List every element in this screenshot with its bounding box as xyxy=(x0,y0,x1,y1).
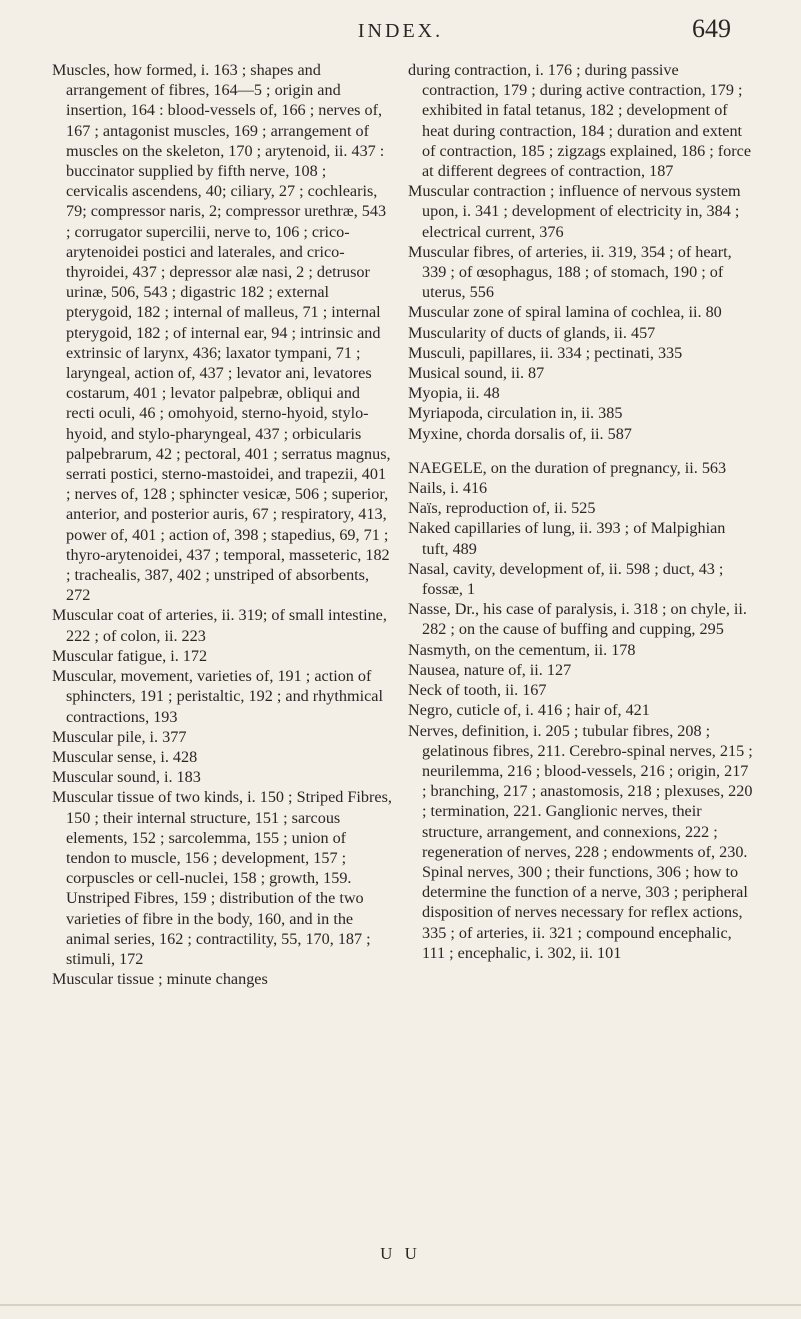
index-entry: Muscular sound, i. 183 xyxy=(52,768,201,787)
index-entry: Nasmyth, on the cementum, ii. 178 xyxy=(408,640,636,659)
index-entry: Muscular pile, i. 377 xyxy=(52,727,187,746)
index-entry: Muscular contraction ; influence of nervous system upon, i. 341 ; development of electricity in, 384 ; electrical current, 376 xyxy=(408,182,741,241)
page-header xyxy=(0,14,801,48)
index-entry: Muscular sense, i. 428 xyxy=(52,747,198,766)
index-entry: Muscular, movement, varieties of, 191 ; action of sphincters, 191 ; peristaltic, 192 ; and rhythmical contractions, 193 xyxy=(52,667,383,726)
index-entry: Myriapoda, circulation in, ii. 385 xyxy=(408,404,623,423)
page-number: 649 xyxy=(692,14,731,43)
index-entry: Nasal, cavity, development of, ii. 598 ; duct, 43 ; fossæ, 1 xyxy=(408,559,724,599)
index-entry: Musical sound, ii. 87 xyxy=(408,364,545,383)
index-entry: Negro, cuticle of, i. 416 ; hair of, 421 xyxy=(408,701,650,720)
index-entry: Nails, i. 416 xyxy=(408,479,488,498)
index-entry: Musculi, papillares, ii. 334 ; pectinati, 335 xyxy=(408,343,683,362)
index-entry: Muscular coat of arteries, ii. 319; of small intestine, 222 ; of colon, ii. 223 xyxy=(52,606,387,645)
index-entry: Nerves, definition, i. 205 ; tubular fibres, 208 ; gelatinous fibres, 211. Cerebro-spinal nerves, 215 ; neurilemma, 216 ; blood-vessels, 216 ; origin, 217 ; branching, 217 ; anastomosis, 218 ; plexuses, 220 ; termination, 221. Ganglionic nerves, their structure, arrangement, and connexions, 222 ; regeneration of nerves, 228 ; endowments of, 230. Spinal nerves, 300 ; their functions, 306 ; how to determine the function of a nerve, 303 ; peripheral disposition of nerves necessary for reflex actions, 335 ; of arteries, ii. 321 ; compound encephalic, 111 ; encephalic, i. 302, ii. 101 xyxy=(408,721,753,962)
index-entry: Nasse, Dr., his case of paralysis, i. 318 ; on chyle, ii. 282 ; on the cause of buffing and cupping, 295 xyxy=(408,600,747,639)
signature-mark: U U xyxy=(380,1244,421,1263)
index-entry: Muscular fibres, of arteries, ii. 319, 354 ; of heart, 339 ; of œsophagus, 188 ; of stomach, 190 ; of uterus, 556 xyxy=(408,242,732,302)
index-entry: Naked capillaries of lung, ii. 393 ; of Malpighian tuft, 489 xyxy=(408,519,726,558)
index-entry: NAEGELE, on the duration of pregnancy, ii. 563 xyxy=(408,458,727,477)
index-entry: Muscular tissue ; minute changes xyxy=(52,970,268,989)
index-entry: Muscles, how formed, i. 163 ; shapes and arrangement of fibres, 164—5 ; origin and insertion, 164 : blood-vessels of, 166 ; nerves of, 167 ; antagonist muscles, 169 ; arrangement of muscles on the skeleton, 170 ; arytenoid, ii. 437 : buccinator supplied by fifth nerve, 108 ; cervicalis ascendens, 40; ciliary, 27 ; cochlearis, 79; compressor naris, 2; compressor urethræ, 543 ; corrugator supercilii, nerve to, 106 ; crico-arytenoidei postici and laterales, and crico-thyroidei, 437 ; depressor alæ nasi, 2 ; detrusor urinæ, 506, 543 ; digastric 182 ; external pterygoid, 182 ; internal of malleus, 71 ; internal pterygoid, 182 ; of internal ear, 94 ; intrinsic and extrinsic of larynx, 436; laxator tympani, 71 ; laryngeal, action of, 437 ; levator ani, levatores costarum, 401 ; levator palpebræ, obliqui and recti oculi, 46 ; omohyoid, sterno-hyoid, stylo-hyoid, and stylo-pharyngeal, 437 ; orbicularis palpebrarum, 42 ; pectoral, 401 ; serratus magnus, serrati postici, sterno-mastoidei, and trapezii, 401 ; nerves of, 128 ; sphincter vesicæ, 506 ; superior, anterior, and posterior auris, 67 ; respiratory, 413, power of, 401 ; action of, 398 ; stapedius, 69, 71 ; thyro-arytenoidei, 437 ; temporal, masseteric, 182 ; trachealis, 387, 402 ; unstriped of absorbents, 272 xyxy=(52,61,391,605)
index-entry: Myxine, chorda dorsalis of, ii. 587 xyxy=(408,424,632,443)
index-entry: Muscular fatigue, i. 172 xyxy=(52,646,208,665)
index-entry: Muscular zone of spiral lamina of cochlea, ii. 80 xyxy=(408,303,722,322)
running-title: INDEX. xyxy=(357,20,444,42)
index-entry: Muscularity of ducts of glands, ii. 457 xyxy=(408,323,656,342)
index-entry: Myopia, ii. 48 xyxy=(408,384,500,403)
index-entry: Neck of tooth, ii. 167 xyxy=(408,681,547,700)
index-entry: during contraction, i. 176 ; during passive contraction, 179 ; during active contraction, 179 ; exhibited in fatal tetanus, 182 ; development of heat during contraction, 184 ; duration and extent of contraction, 185 ; zigzags explained, 186 ; force at different degrees of contraction, 187 xyxy=(408,61,752,181)
index-entry: Nausea, nature of, ii. 127 xyxy=(408,660,572,679)
left-column xyxy=(52,60,392,989)
page-edge-divider xyxy=(0,1304,801,1306)
index-entry: Naïs, reproduction of, ii. 525 xyxy=(408,499,596,518)
right-column xyxy=(408,60,753,963)
index-entry: Muscular tissue of two kinds, i. 150 ; Striped Fibres, 150 ; their internal structure, 151 ; sarcous elements, 152 ; sarcolemma, 155 ; union of tendon to muscle, 156 ; development, 157 ; corpuscles or cell-nuclei, 158 ; growth, 159. Unstriped Fibres, 159 ; distribution of the two varieties of fibre in the body, 160, and in the animal series, 162 ; contractility, 55, 170, 187 ; stimuli, 172 xyxy=(52,788,392,968)
